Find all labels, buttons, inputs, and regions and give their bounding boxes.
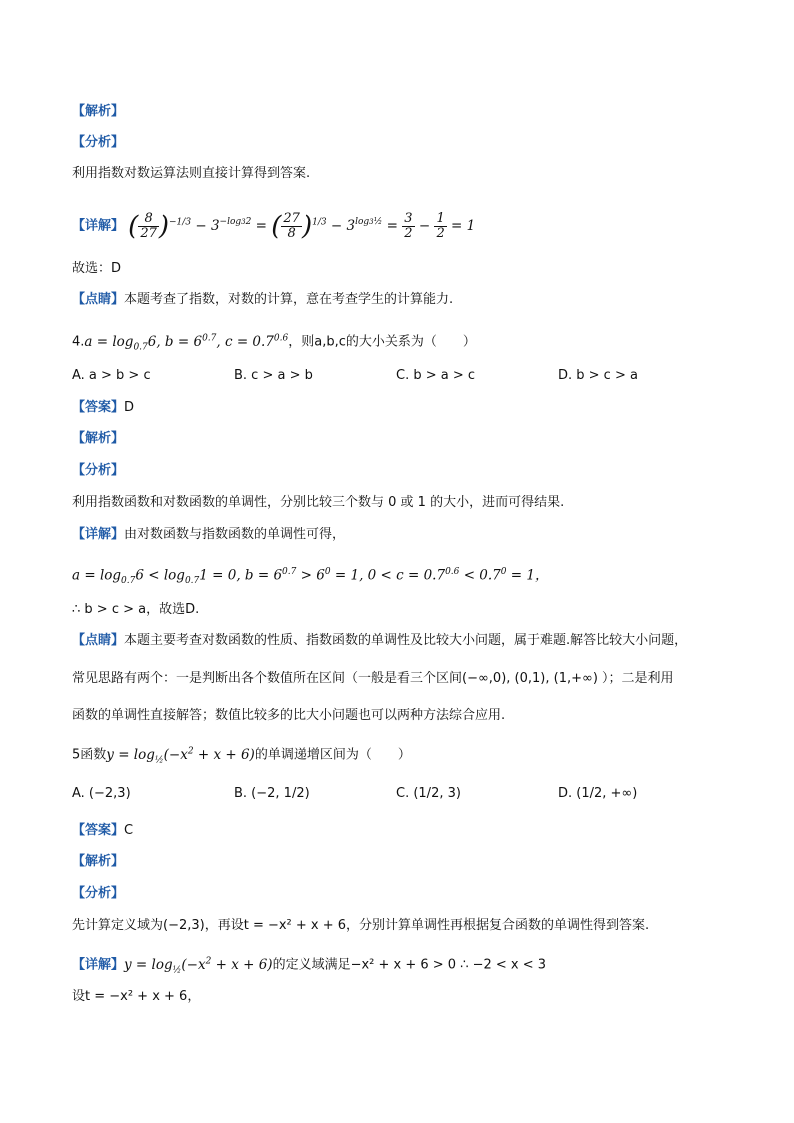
q5-fenxi-label: 【分析】 <box>72 886 125 901</box>
q3-analysis: 利用指数对数运算法则直接计算得到答案. <box>72 166 311 181</box>
q5-detail-row <box>72 952 546 979</box>
q4-conclusion: ∴ b > c > a，故选D. <box>72 602 200 617</box>
q3-comment-row <box>72 291 453 309</box>
q4-stem <box>72 329 476 356</box>
q3-comment: 本题考查了指数，对数的计算，意在考查学生的计算能力. <box>124 292 454 307</box>
q5-detail-suffix: 的定义域满足−x² + x + 6 > 0 ∴ −2 < x < 3 <box>272 957 547 973</box>
q5-number: 5函数 <box>72 747 107 763</box>
q4-stem-formula: $a = \log_{0.7}6$, $b = 6^{0.7}$, $c = 0.7^{0.6}$ <box>84 333 289 353</box>
xiangjie-label: 【详解】 <box>72 218 125 234</box>
q4-option-a: A. a > b > c <box>72 368 151 383</box>
q5-analysis: 先计算定义域为(−2,3)，再设t = −x² + x + 6，分别计算单调性再根据复合函数的单调性得到答案. <box>72 918 650 933</box>
q3-detail-row <box>72 202 475 247</box>
q5-stem <box>72 742 411 769</box>
q5-answer: C <box>124 823 134 838</box>
q5-option-b: B. (−2, 1/2) <box>234 786 310 801</box>
q5-stem-formula: $y = \log_{\frac{1}{2}}(-x^2 + x + 6)$ <box>106 746 255 766</box>
q4-fenxi-label: 【分析】 <box>72 463 125 478</box>
q4-analysis: 利用指数函数和对数函数的单调性，分别比较三个数与 0 或 1 的大小，进而可得结果. <box>72 495 565 510</box>
q4-number: 4. <box>72 334 85 350</box>
jiexi-label: 【解析】 <box>72 104 125 119</box>
q4-detail-row <box>72 526 345 544</box>
daan-label: 【答案】 <box>72 400 125 415</box>
q4-answer-row <box>72 399 134 417</box>
q5-option-c: C. (1/2, 3) <box>396 786 461 801</box>
q5-stem-suffix: 的单调递增区间为（ ） <box>254 747 411 763</box>
dianjing-label: 【点睛】 <box>72 292 125 307</box>
q5-jiexi-label: 【解析】 <box>72 854 125 869</box>
q4-comment-1: 本题主要考查对数函数的性质、指数函数的单调性及比较大小问题，属于难题.解答比较大小问题， <box>124 633 688 648</box>
q5-option-d: D. (1/2, +∞) <box>558 786 638 801</box>
q5-option-a: A. (−2,3) <box>72 786 131 801</box>
q5-detail-formula: $y = \log_{\frac{1}{2}}(-x^2 + x + 6)$ <box>124 956 273 976</box>
q5-daan-label: 【答案】 <box>72 823 125 838</box>
q5-answer-row <box>72 822 133 840</box>
q4-detail-intro: 由对数函数与指数函数的单调性可得， <box>124 527 346 542</box>
q4-xiangjie-label: 【详解】 <box>72 527 125 542</box>
q4-jiexi-label: 【解析】 <box>72 431 125 446</box>
q4-dianjing-label: 【点睛】 <box>72 633 125 648</box>
q4-comment-row <box>72 632 687 650</box>
q4-option-c: C. b > a > c <box>396 368 476 383</box>
q4-comment-3: 函数的单调性直接解答；数值比较多的比大小问题也可以两种方法综合应用. <box>72 708 506 723</box>
q3-detail-formula: ( $\frac{8}{27}$ )$^{-1/3} - 3^{-log32}$ = ( $\frac{27}{8}$ )$^{1/3} - 3^{log3\frac{1}{2}}$ = $\frac{3}{2}$ − $\frac{1}{2}$ = 1 <box>128 210 476 241</box>
fenxi-label: 【分析】 <box>72 135 125 150</box>
q5-last-line: 设t = −x² + x + 6， <box>72 989 201 1004</box>
q3-result: 故选：D <box>72 261 122 276</box>
q4-answer: D <box>124 400 135 415</box>
q5-xiangjie-label: 【详解】 <box>72 957 125 973</box>
q4-option-d: D. b > c > a <box>558 368 638 383</box>
q4-stem-suffix: ，则a,b,c的大小关系为（ ） <box>288 334 476 350</box>
q4-comment-2: 常见思路有两个：一是判断出各个数值所在区间（一般是看三个区间(−∞,0), (0,1), (1,+∞) ）；二是利用 <box>72 671 674 686</box>
q4-option-b: B. c > a > b <box>234 368 313 383</box>
q4-detail-formula: $a = \log_{0.7}6 < \log_{0.7}1 = 0$, $b = 6^{0.7} > 6^0 = 1$, $0 < c = 0.7^{0.6} < 0.7^0 = 1$， <box>72 567 549 587</box>
